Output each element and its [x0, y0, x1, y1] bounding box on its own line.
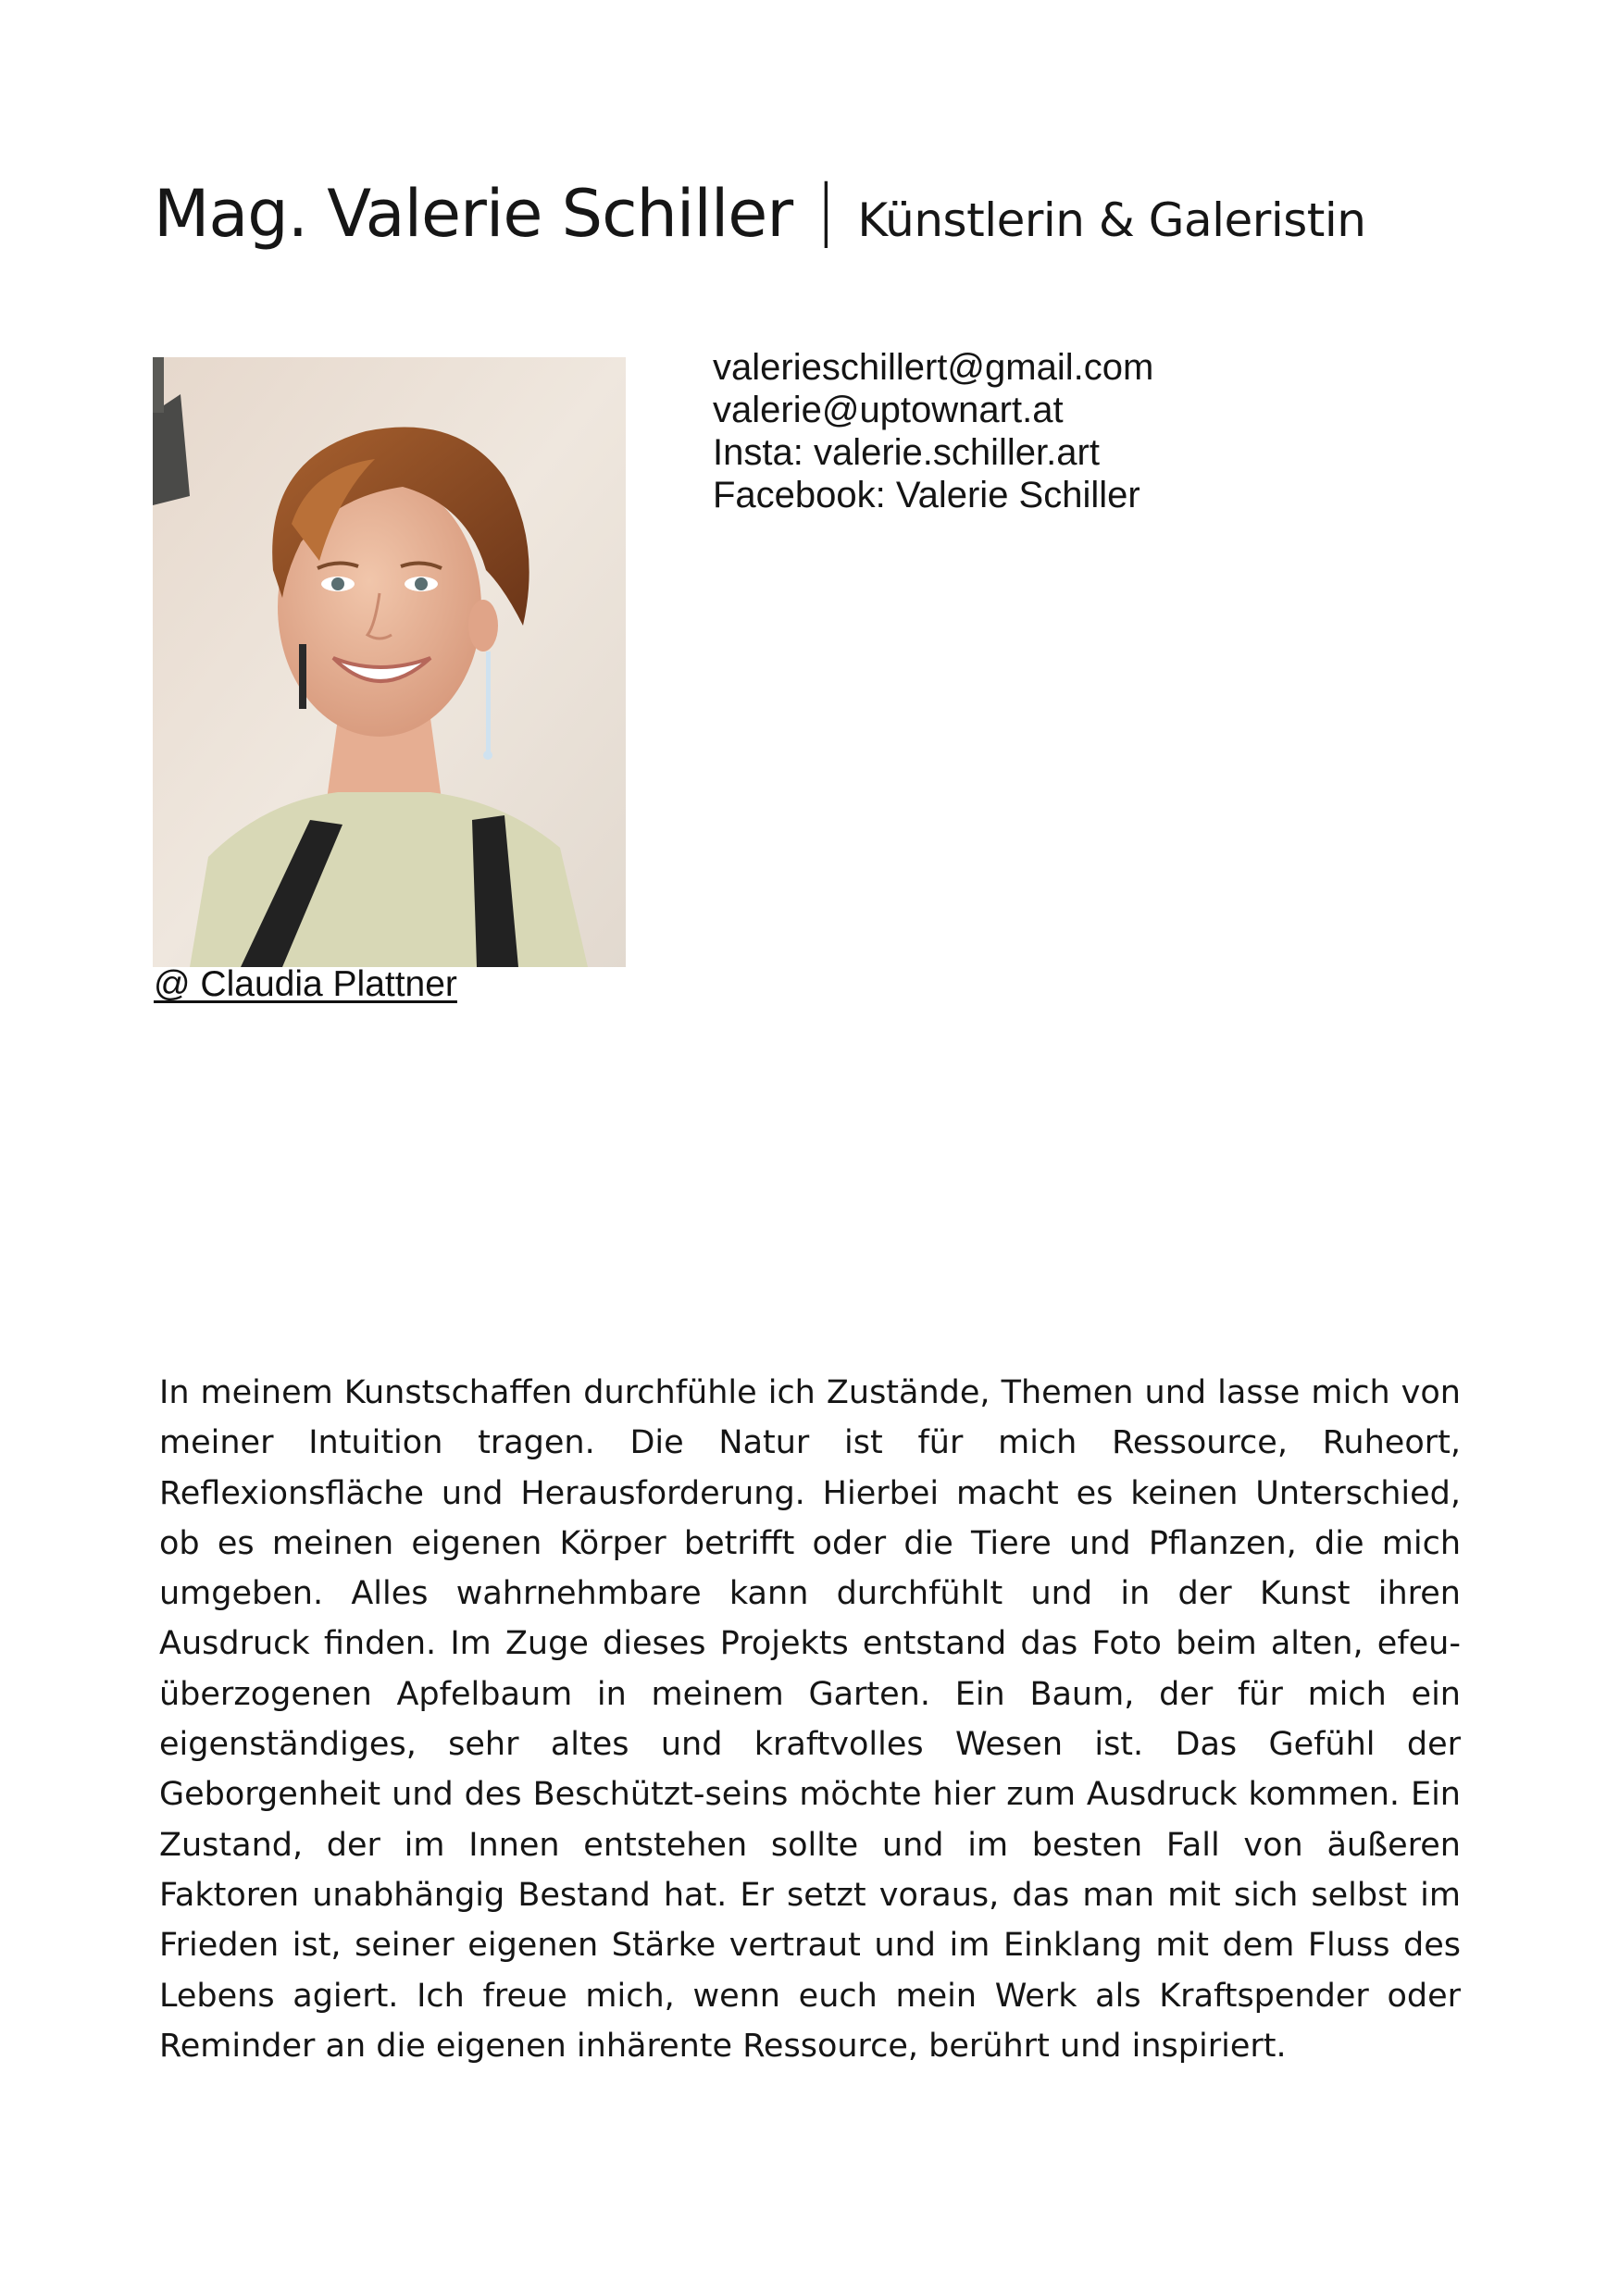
email-gallery[interactable]: valerie@uptownart.at: [713, 390, 1064, 430]
artist-statement-text: In meinem Kunstschaffen durchfühle ich Zustände, Themen und lasse mich von meiner Intuition tragen. Die Natur ist für mich Ressource, Ruheort, Reflexionsfläche und Herausforderung. Hierbei macht es keinen Unterschied, ob es meinen eigenen Körper betrifft oder die Tiere und Pflanzen, die mich umgeben. Alles wahrnehmbare kann durchfühlt und in der Kunst ihren Ausdruck finden. Im Zuge dieses Projekts entstand das Foto beim alten, efeu-überzogenen Apfelbaum in meinem Garten. Ein Baum, der für mich ein eigenständiges, sehr altes und kraftvolles Wesen ist. Das Gefühl der Geborgenheit und des Beschützt-seins möchte hier zum Ausdruck kommen. Ein Zustand, der im Innen entstehen sollte und im besten Fall von äußeren Faktoren unabhängig Bestand hat. Er setzt voraus, das man mit sich selbst im Frieden ist, seiner eigenen Stärke vertraut und im Einklang mit dem Fluss des Lebens agiert. Ich freue mich, wenn euch mein Werk als Kraftspender oder Reminder an die eigenen inhärente Ressource, berührt und inspiriert.: [159, 1374, 1461, 2065]
artist-statement: [159, 1368, 1461, 2071]
title-separator: |: [815, 170, 838, 248]
email-primary[interactable]: valerieschillert@gmail.com: [713, 347, 1154, 388]
artist-name: Mag. Valerie Schiller: [154, 176, 793, 252]
contact-block: [713, 346, 1153, 516]
artist-role: Künstlerin & Galeristin: [857, 193, 1366, 247]
portrait-photo: [153, 357, 626, 967]
facebook-handle: Facebook: Valerie Schiller: [713, 475, 1140, 515]
instagram-handle: Insta: valerie.schiller.art: [713, 432, 1100, 473]
photo-credit-link[interactable]: @ Claudia Plattner: [154, 964, 457, 1004]
portrait-illustration: [153, 357, 626, 967]
page-title: [154, 170, 1366, 252]
